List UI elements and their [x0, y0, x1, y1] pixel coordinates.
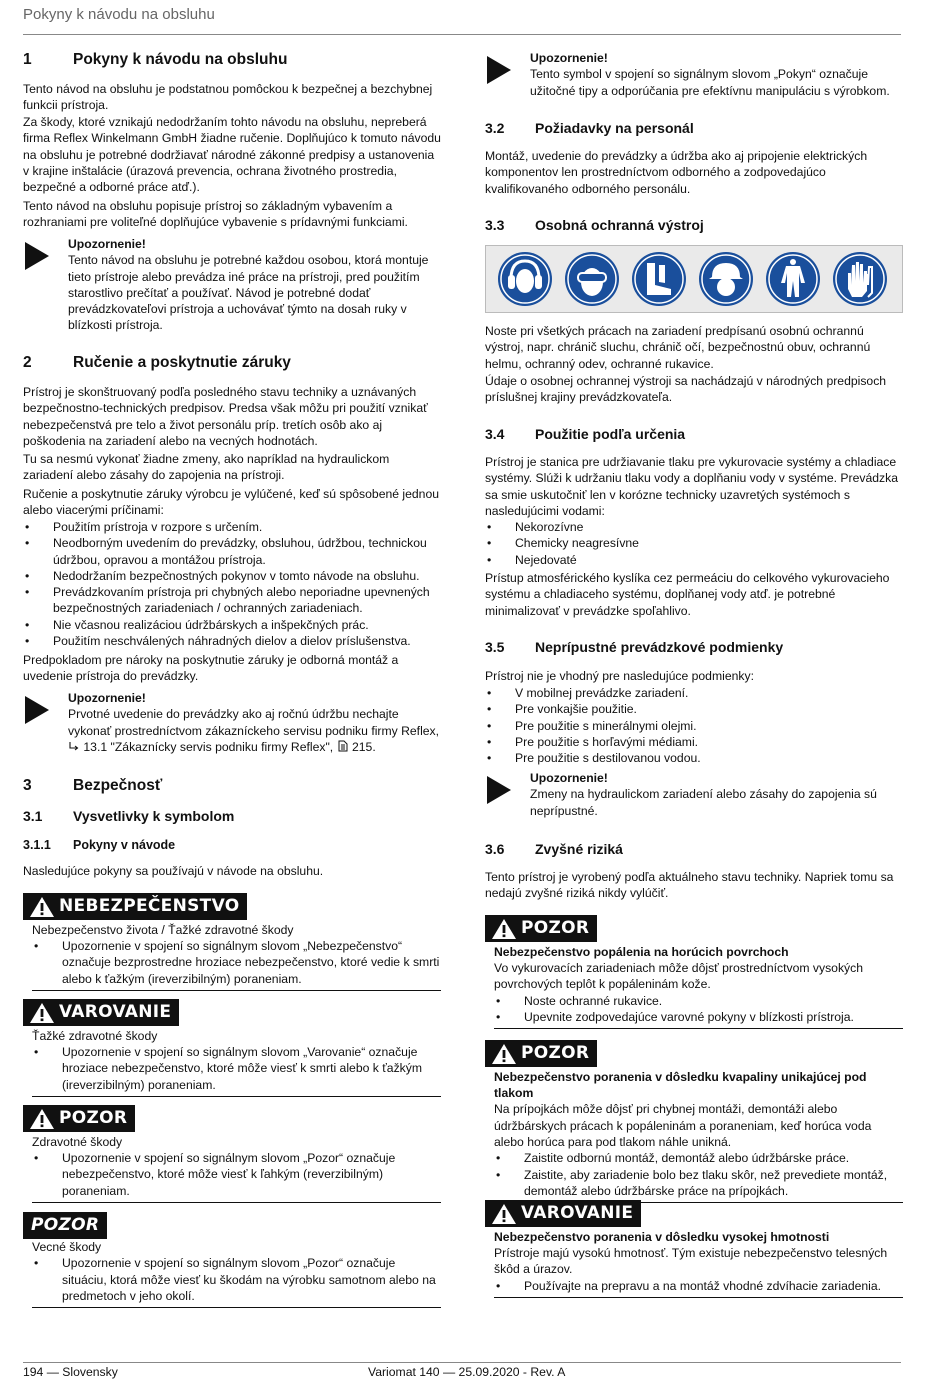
- list-item: • Upevnite zodpovedajúce varovné pokyny v blízkosti prístroja.: [494, 1009, 903, 1025]
- warning-triangle-icon: [29, 1108, 55, 1130]
- section-title: Bezpečnosť: [73, 777, 163, 794]
- signal-label: NEBEZPEČENSTVO: [59, 896, 240, 917]
- warning-triangle-icon: [491, 1203, 517, 1225]
- warning-triangle-icon: [29, 1002, 55, 1024]
- section-title: Pokyny v návode: [73, 838, 176, 852]
- document-id: Variomat 140 — 25.09.2020 - Rev. A: [368, 1365, 566, 1379]
- ppe-icon-row: [485, 245, 903, 313]
- page-reference-icon: [337, 740, 349, 752]
- list-item: • Pre použitie s horľavými médiami.: [485, 734, 903, 750]
- signal-subtitle: Nebezpečenstvo života / Ťažké zdravotné škody: [32, 922, 294, 937]
- note-text: [68, 706, 441, 755]
- safety-boots-icon: [631, 251, 687, 307]
- signal-subtitle: Vecné škody: [32, 1240, 102, 1254]
- paragraph: Ručenie a poskytnutie záruky výrobcu je vylúčené, keď sú spôsobené jednou alebo viacerými príčinami:: [23, 487, 440, 518]
- paragraph: Nasledujúce pokyny sa používajú v návode na obsluhu.: [23, 864, 324, 878]
- paragraph: Za škody, ktoré vznikajú nedodržaním tohto návodu na obsluhu, nepreberá firma Reflex Winkelmann GmbH žiadne ručenie. Doplňujúco k tomuto návodu na obsluhu je potrebné dodržiavať národné zákonné predpisy a ustanovenia v krajine inštalácie (úrazová prevencia, ochrana životného prostredia, bezpečné a odborné práce atď.).: [23, 115, 441, 195]
- warning-triangle-icon: [29, 896, 55, 918]
- signal-subtitle: Zdravotné škody: [32, 1134, 123, 1149]
- section-2-heading: [23, 355, 441, 375]
- section-number: 3: [23, 777, 32, 794]
- note-arrow-icon: [25, 242, 49, 270]
- list-item: • Neodborným uvedením do prevádzky, obsluhou, údržbou, technickou údržbou, opravou a montážou prístroja.: [23, 535, 441, 568]
- note-arrow-icon: [25, 696, 49, 724]
- section-3-2-heading: [485, 120, 903, 138]
- section-number: 3.2: [485, 120, 505, 136]
- signal-word-warning: [23, 999, 179, 1026]
- list-item: • Pre vonkajšie použitie.: [485, 701, 903, 717]
- signal-word-caution: [23, 1105, 135, 1132]
- warning-title: Nebezpečenstvo popálenia na horúcich povrchoch: [494, 944, 789, 959]
- section-title: Zvyšné riziká: [535, 841, 623, 857]
- list-item: • Upozornenie v spojení so signálnym slovom „Pozor“ označuje situáciu, ktorá môže viesť ku škodám na výrobku samotnom alebo na predmetoch v jeho okolí.: [32, 1255, 441, 1304]
- section-number: 3.6: [485, 841, 505, 857]
- list-item: • Upozornenie v spojení so signálnym slovom „Varovanie“ označuje hroziace nebezpečenstvo, ktoré môže viesť k smrti alebo k ťažkým (ireverzibilným) poraneniam.: [32, 1044, 441, 1093]
- note-title: Upozornenie!: [530, 51, 608, 65]
- eye-protection-icon: [564, 251, 620, 307]
- residual-risk-pressure-block: [485, 1040, 903, 1203]
- note-box: [23, 690, 441, 755]
- signal-label: POZOR: [31, 1215, 100, 1236]
- note-title: Upozornenie!: [68, 691, 146, 705]
- section-title: Osobná ochranná výstroj: [535, 217, 704, 233]
- running-header-title: Pokyny k návodu na obsluhu: [23, 6, 215, 23]
- section-title: Pokyny k návodu na obsluhu: [73, 51, 288, 68]
- paragraph: Tento návod na obsluhu je podstatnou pomôckou k bezpečnej a bezchybnej funkcii prístroja.: [23, 82, 433, 113]
- signal-word-property-damage: [23, 1212, 107, 1239]
- note-text: Tento návod na obsluhu je potrebné každou osobou, ktorá montuje tieto prístroje alebo prevádza iné práce na prístroji, pred použitím starostlivo prečítať a používať. Návod je potrebné dodať prevádzkovateľovi prístroja a uchovávať týmto na dosah ruky v blízkosti prístroja.: [68, 253, 429, 333]
- note-title: Upozornenie!: [530, 771, 608, 785]
- warning-text: Prístroje majú vysokú hmotnosť. Tým existuje nebezpečenstvo telesných škôd a úrazov.: [494, 1246, 888, 1277]
- residual-risk-weight-block: [485, 1200, 903, 1298]
- running-header: [23, 0, 901, 35]
- signal-word-caution: [485, 915, 597, 942]
- note-box: [485, 770, 903, 819]
- section-number: 2: [23, 354, 32, 371]
- list-item: • Nie včasnou realizáciou údržbárskych a inšpekčných prác.: [23, 617, 441, 633]
- warning-triangle-icon: [491, 918, 517, 940]
- ear-protection-icon: [497, 251, 553, 307]
- list-item: • Pre použitie s destilovanou vodou.: [485, 750, 903, 766]
- warning-title: Nebezpečenstvo poranenia v dôsledku kvapaliny unikajúcej pod tlakom: [494, 1069, 867, 1101]
- list-item: • Prevádzkovaním prístroja pri chybných alebo neporiadne upevnených bezpečnostných zariadeniach / ochranných zariadeniach.: [23, 584, 441, 617]
- section-title: Neprípustné prevádzkové podmienky: [535, 639, 784, 655]
- list-item: • Použitím prístroja v rozpore s určením.: [23, 519, 441, 535]
- note-text-part: Prvotné uvedenie do prevádzky ako aj ročnú údržbu nechajte vykonať prostredníctvom zákazníckeho servisu podniku firmy Reflex,: [68, 707, 440, 738]
- paragraph: Tu sa nesmú vykonať žiadne zmeny, ako napríklad na hydraulickom zariadení alebo zásahy do zapojenia na prístroji.: [23, 452, 390, 483]
- paragraph: Montáž, uvedenie do prevádzky a údržba ako aj pripojenie elektrických komponentov len prostredníctvom odborného a zodpovedajúco kvalifikovaného odborného personálu.: [485, 149, 868, 196]
- section-3-3-heading: [485, 217, 903, 235]
- paragraph: Údaje o osobnej ochrannej výstroji sa nachádzajú v národných predpisoch príslušnej krajiny prevádzkovateľa.: [485, 374, 887, 405]
- liability-list: [23, 519, 441, 649]
- warning-text: Vo vykurovacích zariadeniach môže dôjsť prostredníctvom vysokých povrchových teplôt k popáleninám kože.: [494, 961, 864, 992]
- page-reference[interactable]: 215.: [351, 739, 376, 754]
- safety-helmet-icon: [698, 251, 754, 307]
- list-item: • Zaistite, aby zariadenie bolo bez tlaku skôr, než prevediete montáž, demontáž alebo údržbárske práce na prípojkách.: [494, 1167, 903, 1200]
- note-text: Zmeny na hydraulickom zariadení alebo zásahy do zapojenia sú neprípustné.: [530, 787, 877, 818]
- list-item: • Zaistite odbornú montáž, demontáž alebo údržbárske práce.: [494, 1150, 903, 1166]
- warning-text: Na prípojkách môže dôjsť pri chybnej montáži, demontáži alebo údržbárskych prácach k popáleninám a poraneniam, keď horúca voda alebo horúca para pod tlakom náhle unikná.: [494, 1102, 872, 1149]
- list-item: • Nedodržaním bezpečnostných pokynov v tomto návode na obsluhu.: [23, 568, 441, 584]
- water-properties-list: [485, 519, 903, 568]
- list-item: • Noste ochranné rukavice.: [494, 993, 903, 1009]
- paragraph: Noste pri všetkých prácach na zariadení predpísanú osobnú ochrannú výstroj, napr. chránič sluchu, chránič očí, bezpečnostnú obuv, ochrannú helmu, ochranný odev, ochranné rukavice.: [485, 324, 871, 371]
- warning-triangle-icon: [491, 1043, 517, 1065]
- signal-warning-block: [23, 999, 441, 1097]
- warning-title: Nebezpečenstvo poranenia v dôsledku vysokej hmotnosti: [494, 1229, 830, 1244]
- signal-subtitle: Ťažké zdravotné škody: [32, 1028, 158, 1043]
- paragraph: Tento návod na obsluhu popisuje prístroj so základným vybavením a rozhraniami pre voliteľné doplňujúce vybavenie s prídavnými funkciami.: [23, 199, 408, 230]
- signal-word-danger: [23, 893, 247, 920]
- note-title: Upozornenie!: [68, 237, 146, 251]
- section-3-heading: [23, 778, 441, 798]
- note-arrow-icon: [487, 776, 511, 804]
- list-item: • V mobilnej prevádzke zariadení.: [485, 685, 903, 701]
- signal-word-caution: [485, 1040, 597, 1067]
- paragraph: Prístroj nie je vhodný pre nasledujúce podmienky:: [485, 669, 754, 683]
- list-item: • Upozornenie v spojení so signálnym slovom „Pozor“ označuje nebezpečenstvo, ktoré môže viesť k ľahkým (reverzibilným) poraneniam.: [32, 1150, 441, 1199]
- conditions-list: [485, 685, 903, 766]
- signal-label: VAROVANIE: [59, 1002, 172, 1023]
- section-number: 3.4: [485, 426, 505, 442]
- section-title: Požiadavky na personál: [535, 120, 694, 136]
- signal-label: POZOR: [59, 1108, 128, 1129]
- list-item: • Nejedovaté: [485, 552, 903, 568]
- section-3-5-heading: [485, 639, 903, 657]
- section-number: 3.3: [485, 217, 505, 233]
- page-footer: [23, 1362, 901, 1379]
- list-item: • Nekorozívne: [485, 519, 903, 535]
- list-item: • Pre použitie s minerálnymi olejmi.: [485, 718, 903, 734]
- residual-risk-burn-block: [485, 915, 903, 1029]
- section-number: 3.1.1: [23, 838, 51, 852]
- list-item: • Použitím neschválených náhradných dielov a dielov príslušenstva.: [23, 633, 441, 649]
- list-item: • Chemicky neagresívne: [485, 535, 903, 551]
- list-item: • Používajte na prepravu a na montáž vhodné zdvíhacie zariadenia.: [494, 1278, 903, 1294]
- section-3-6-heading: [485, 841, 903, 859]
- section-3-1-1-heading: [23, 837, 441, 853]
- section-1-heading: [23, 52, 441, 72]
- note-box: [485, 50, 903, 99]
- section-3-4-heading: [485, 426, 903, 444]
- link-arrow-icon: [68, 740, 80, 752]
- section-number: 1: [23, 51, 32, 68]
- list-item: • Upozornenie v spojení so signálnym slovom „Nebezpečenstvo“ označuje bezprostredne hroziace nebezpečenstvo, ktoré vedie k smrti alebo k ťažkým (ireverzibilným) poraneniam.: [32, 938, 441, 987]
- section-title: Použitie podľa určenia: [535, 426, 686, 442]
- section-title: Vysvetlivky k symbolom: [73, 808, 235, 824]
- note-text: Tento symbol v spojení so signálnym slovom „Pokyn“ označuje užitočné tipy a odporúčania pre efektívnu manipuláciu s výrobkom.: [530, 67, 890, 98]
- paragraph: Prístup atmosférického kyslíka cez permeáciu do celkového vykurovacieho systému a chladiaceho systému, doplňanej vody atď. je potrebné minimalizovať v prevádzke spoľahlivo.: [485, 571, 890, 618]
- section-number: 3.5: [485, 639, 505, 655]
- cross-reference-title[interactable]: "Zákaznícky servis podniku firmy Reflex",: [110, 739, 334, 754]
- note-arrow-icon: [487, 56, 511, 84]
- signal-label: VAROVANIE: [521, 1203, 634, 1224]
- signal-danger-block: [23, 893, 441, 991]
- paragraph: Predpokladom pre nároky na poskytnutie záruky je odborná montáž a uvedenie prístroja do prevádzky.: [23, 653, 399, 684]
- signal-label: POZOR: [521, 1043, 590, 1064]
- paragraph: Tento prístroj je vyrobený podľa aktuálneho stavu techniky. Napriek tomu sa nedajú zvyšné riziká nikdy vylúčiť.: [485, 870, 894, 901]
- signal-notice-block: [23, 1212, 441, 1308]
- protective-gloves-icon: [832, 251, 888, 307]
- protective-clothing-icon: [765, 251, 821, 307]
- signal-label: POZOR: [521, 918, 590, 939]
- section-number: 3.1: [23, 808, 43, 824]
- note-box: [23, 236, 441, 334]
- paragraph: Prístroj je stanica pre udržiavanie tlaku pre vykurovacie systémy a chladiace systémy. Slúži k udržaniu tlaku vody a doplňaniu vody v systéme. Prevádzka sa smie uskutočniť len v korózne technicky uzavretých systémoch s nasledujúcimi vodami:: [485, 455, 898, 518]
- section-title: Ručenie a poskytnutie záruky: [73, 354, 291, 371]
- paragraph: Prístroj je skonštruovaný podľa posledného stavu techniky a uznávaných bezpečnostno-technických predpisov. Predsa však môžu pri použití vznikať nebezpečenstvá pre telo a život personálu príp. tretích osôb ako aj poškodenia na zariadení alebo na vecných hodnotách.: [23, 385, 428, 448]
- signal-word-warning: [485, 1200, 641, 1227]
- page-number: 194 — Slovensky: [23, 1365, 118, 1379]
- section-3-1-heading: [23, 808, 441, 826]
- cross-reference-link[interactable]: 13.1: [83, 739, 108, 754]
- signal-caution-block: [23, 1105, 441, 1203]
